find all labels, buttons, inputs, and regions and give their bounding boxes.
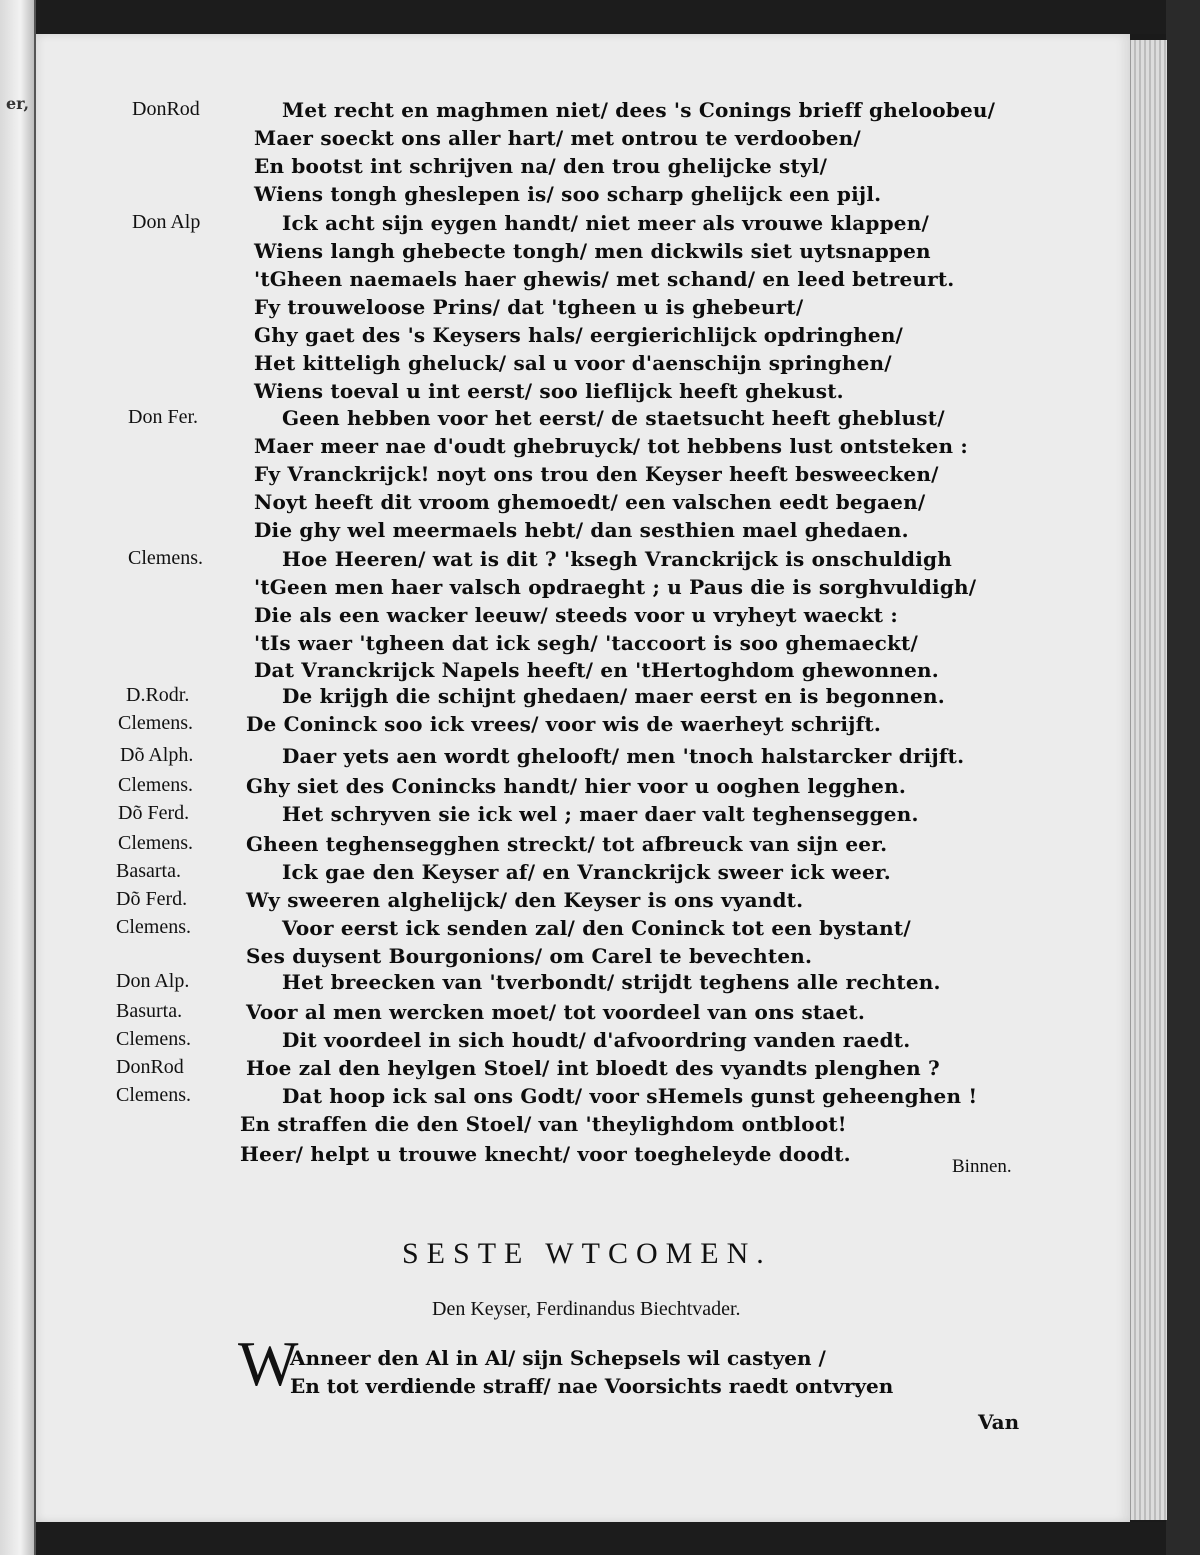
scene-heading: SESTE WTCOMEN. <box>402 1237 772 1270</box>
verse-line: Wiens langh ghebecte tongh/ men dickwils siet uytsnappen <box>254 239 931 263</box>
speaker-name: Dõ Ferd. <box>116 888 188 910</box>
verse-line: Fy Vranckrijck! noyt ons trou den Keyser heeft besweecken/ <box>254 462 939 486</box>
verse-line: Ghy siet des Conincks handt/ hier voor u ooghen legghen. <box>246 774 907 798</box>
verse-line: Ghy gaet des 's Keysers hals/ eergierichlijck opdringhen/ <box>254 323 904 347</box>
speaker-name: Dõ Ferd. <box>118 802 190 824</box>
verse-line: Hoe Heeren/ wat is dit ? 'ksegh Vranckrijck is onschuldigh <box>282 547 952 571</box>
verse-line: Wiens tongh gheslepen is/ soo scharp ghelijck een pijl. <box>254 182 882 206</box>
verse-line: De krijgh die schijnt ghedaen/ maer eerst en is begonnen. <box>282 684 945 708</box>
speaker-name: Clemens. <box>116 1084 191 1106</box>
verse-line: Het breecken van 'tverbondt/ strijdt teghens alle rechten. <box>282 970 941 994</box>
speaker-name: Don Alp <box>132 211 201 233</box>
speaker-name: Dõ Alph. <box>120 744 194 766</box>
verse-line: Anneer den Al in Al/ sijn Schepsels wil castyen / <box>290 1346 826 1370</box>
verse-line: Maer soeckt ons aller hart/ met ontrou te verdooben/ <box>254 126 861 150</box>
verse-line: 'tGheen naemaels haer ghewis/ met schand/ en leed betreurt. <box>254 267 955 291</box>
verse-line: Voor eerst ick senden zal/ den Coninck tot een bystant/ <box>282 916 911 940</box>
speaker-name: Basurta. <box>116 1000 183 1022</box>
speaker-name: Clemens. <box>116 1028 191 1050</box>
verse-line: Daer yets aen wordt ghelooft/ men 'tnoch halstarcker drijft. <box>282 744 965 768</box>
speaker-name: Clemens. <box>118 832 193 854</box>
verse-line: Noyt heeft dit vroom ghemoedt/ een valschen eedt begaen/ <box>254 490 926 514</box>
verse-line: En tot verdiende straff/ nae Voorsichts raedt ontvryen <box>290 1374 894 1398</box>
speaker-name: D.Rodr. <box>126 684 190 706</box>
verse-line: Maer meer nae d'oudt ghebruyck/ tot hebbens lust ontsteken : <box>254 434 968 458</box>
catchword: Van <box>978 1410 1020 1434</box>
speaker-name: Clemens. <box>118 774 193 796</box>
verse-line: En bootst int schrijven na/ den trou ghelijcke styl/ <box>254 154 828 178</box>
book-cover-top <box>36 0 1200 34</box>
verse-line: Met recht en maghmen niet/ dees 's Conings brieff gheloobeu/ <box>282 98 996 122</box>
verse-line: Het kitteligh gheluck/ sal u voor d'aenschijn springhen/ <box>254 351 892 375</box>
verse-line: Dit voordeel in sich houdt/ d'afvoordring vanden raedt. <box>282 1028 911 1052</box>
speaker-name: Clemens. <box>116 916 191 938</box>
stage-direction-exit: Binnen. <box>952 1156 1012 1177</box>
speaker-name: DonRod <box>132 98 200 120</box>
verse-line: Wiens toeval u int eerst/ soo lieflijck heeft ghekust. <box>254 379 844 403</box>
verse-line: Ses duysent Bourgonions/ om Carel te bevechten. <box>246 944 813 968</box>
verse-line: Fy trouweloose Prins/ dat 'tgheen u is ghebeurt/ <box>254 295 804 319</box>
verse-line: Wy sweeren alghelijck/ den Keyser is ons vyandt. <box>246 888 804 912</box>
verse-line: Die ghy wel meermaels hebt/ dan sesthien mael ghedaen. <box>254 518 909 542</box>
page-stack-edge <box>1130 40 1167 1520</box>
verse-line: En straffen die den Stoel/ van 'theylighdom ontbloot! <box>240 1112 847 1136</box>
verse-line: Ick acht sijn eygen handt/ niet meer als vrouwe klappen/ <box>282 211 929 235</box>
speaker-name: Don Fer. <box>128 406 198 428</box>
speaker-name: Clemens. <box>128 547 203 569</box>
drop-cap: W <box>238 1328 299 1399</box>
cast-list: Den Keyser, Ferdinandus Biechtvader. <box>432 1298 741 1320</box>
verse-line: Die als een wacker leeuw/ steeds voor u vryheyt waeckt : <box>254 603 898 627</box>
speaker-name: Don Alp. <box>116 970 190 992</box>
verse-line: Ick gae den Keyser af/ en Vranckrijck sweer ick weer. <box>282 860 891 884</box>
speaker-name: Basarta. <box>116 860 181 882</box>
verse-line: 'tIs waer 'tgheen dat ick segh/ 'taccoort is soo ghemaeckt/ <box>254 631 918 655</box>
verse-line: Het schryven sie ick wel ; maer daer valt teghenseggen. <box>282 802 919 826</box>
verse-line: Gheen teghensegghen streckt/ tot afbreuck van sijn eer. <box>246 832 888 856</box>
verse-line: Hoe zal den heylgen Stoel/ int bloedt des vyandts plenghen ? <box>246 1056 940 1080</box>
book-cover-right <box>1166 0 1200 1555</box>
speaker-name: Clemens. <box>118 712 193 734</box>
book-cover-bottom <box>36 1522 1200 1555</box>
verse-line: Geen hebben voor het eerst/ de staetsucht heeft gheblust/ <box>282 406 945 430</box>
facing-page-edge <box>0 0 36 1555</box>
verse-line: Heer/ helpt u trouwe knecht/ voor toegheleyde doodt. <box>240 1142 851 1166</box>
verse-line: De Coninck soo ick vrees/ voor wis de waerheyt schrijft. <box>246 712 881 736</box>
verse-line: Dat hoop ick sal ons Godt/ voor sHemels gunst geheenghen ! <box>282 1084 978 1108</box>
facing-page-text: er, <box>6 94 30 113</box>
verse-line: Dat Vranckrijck Napels heeft/ en 'tHertoghdom ghewonnen. <box>254 658 939 682</box>
verse-line: 'tGeen men haer valsch opdraeght ; u Paus die is sorghvuldigh/ <box>254 575 977 599</box>
verse-line: Voor al men wercken moet/ tot voordeel van ons staet. <box>246 1000 866 1024</box>
speaker-name: DonRod <box>116 1056 184 1078</box>
